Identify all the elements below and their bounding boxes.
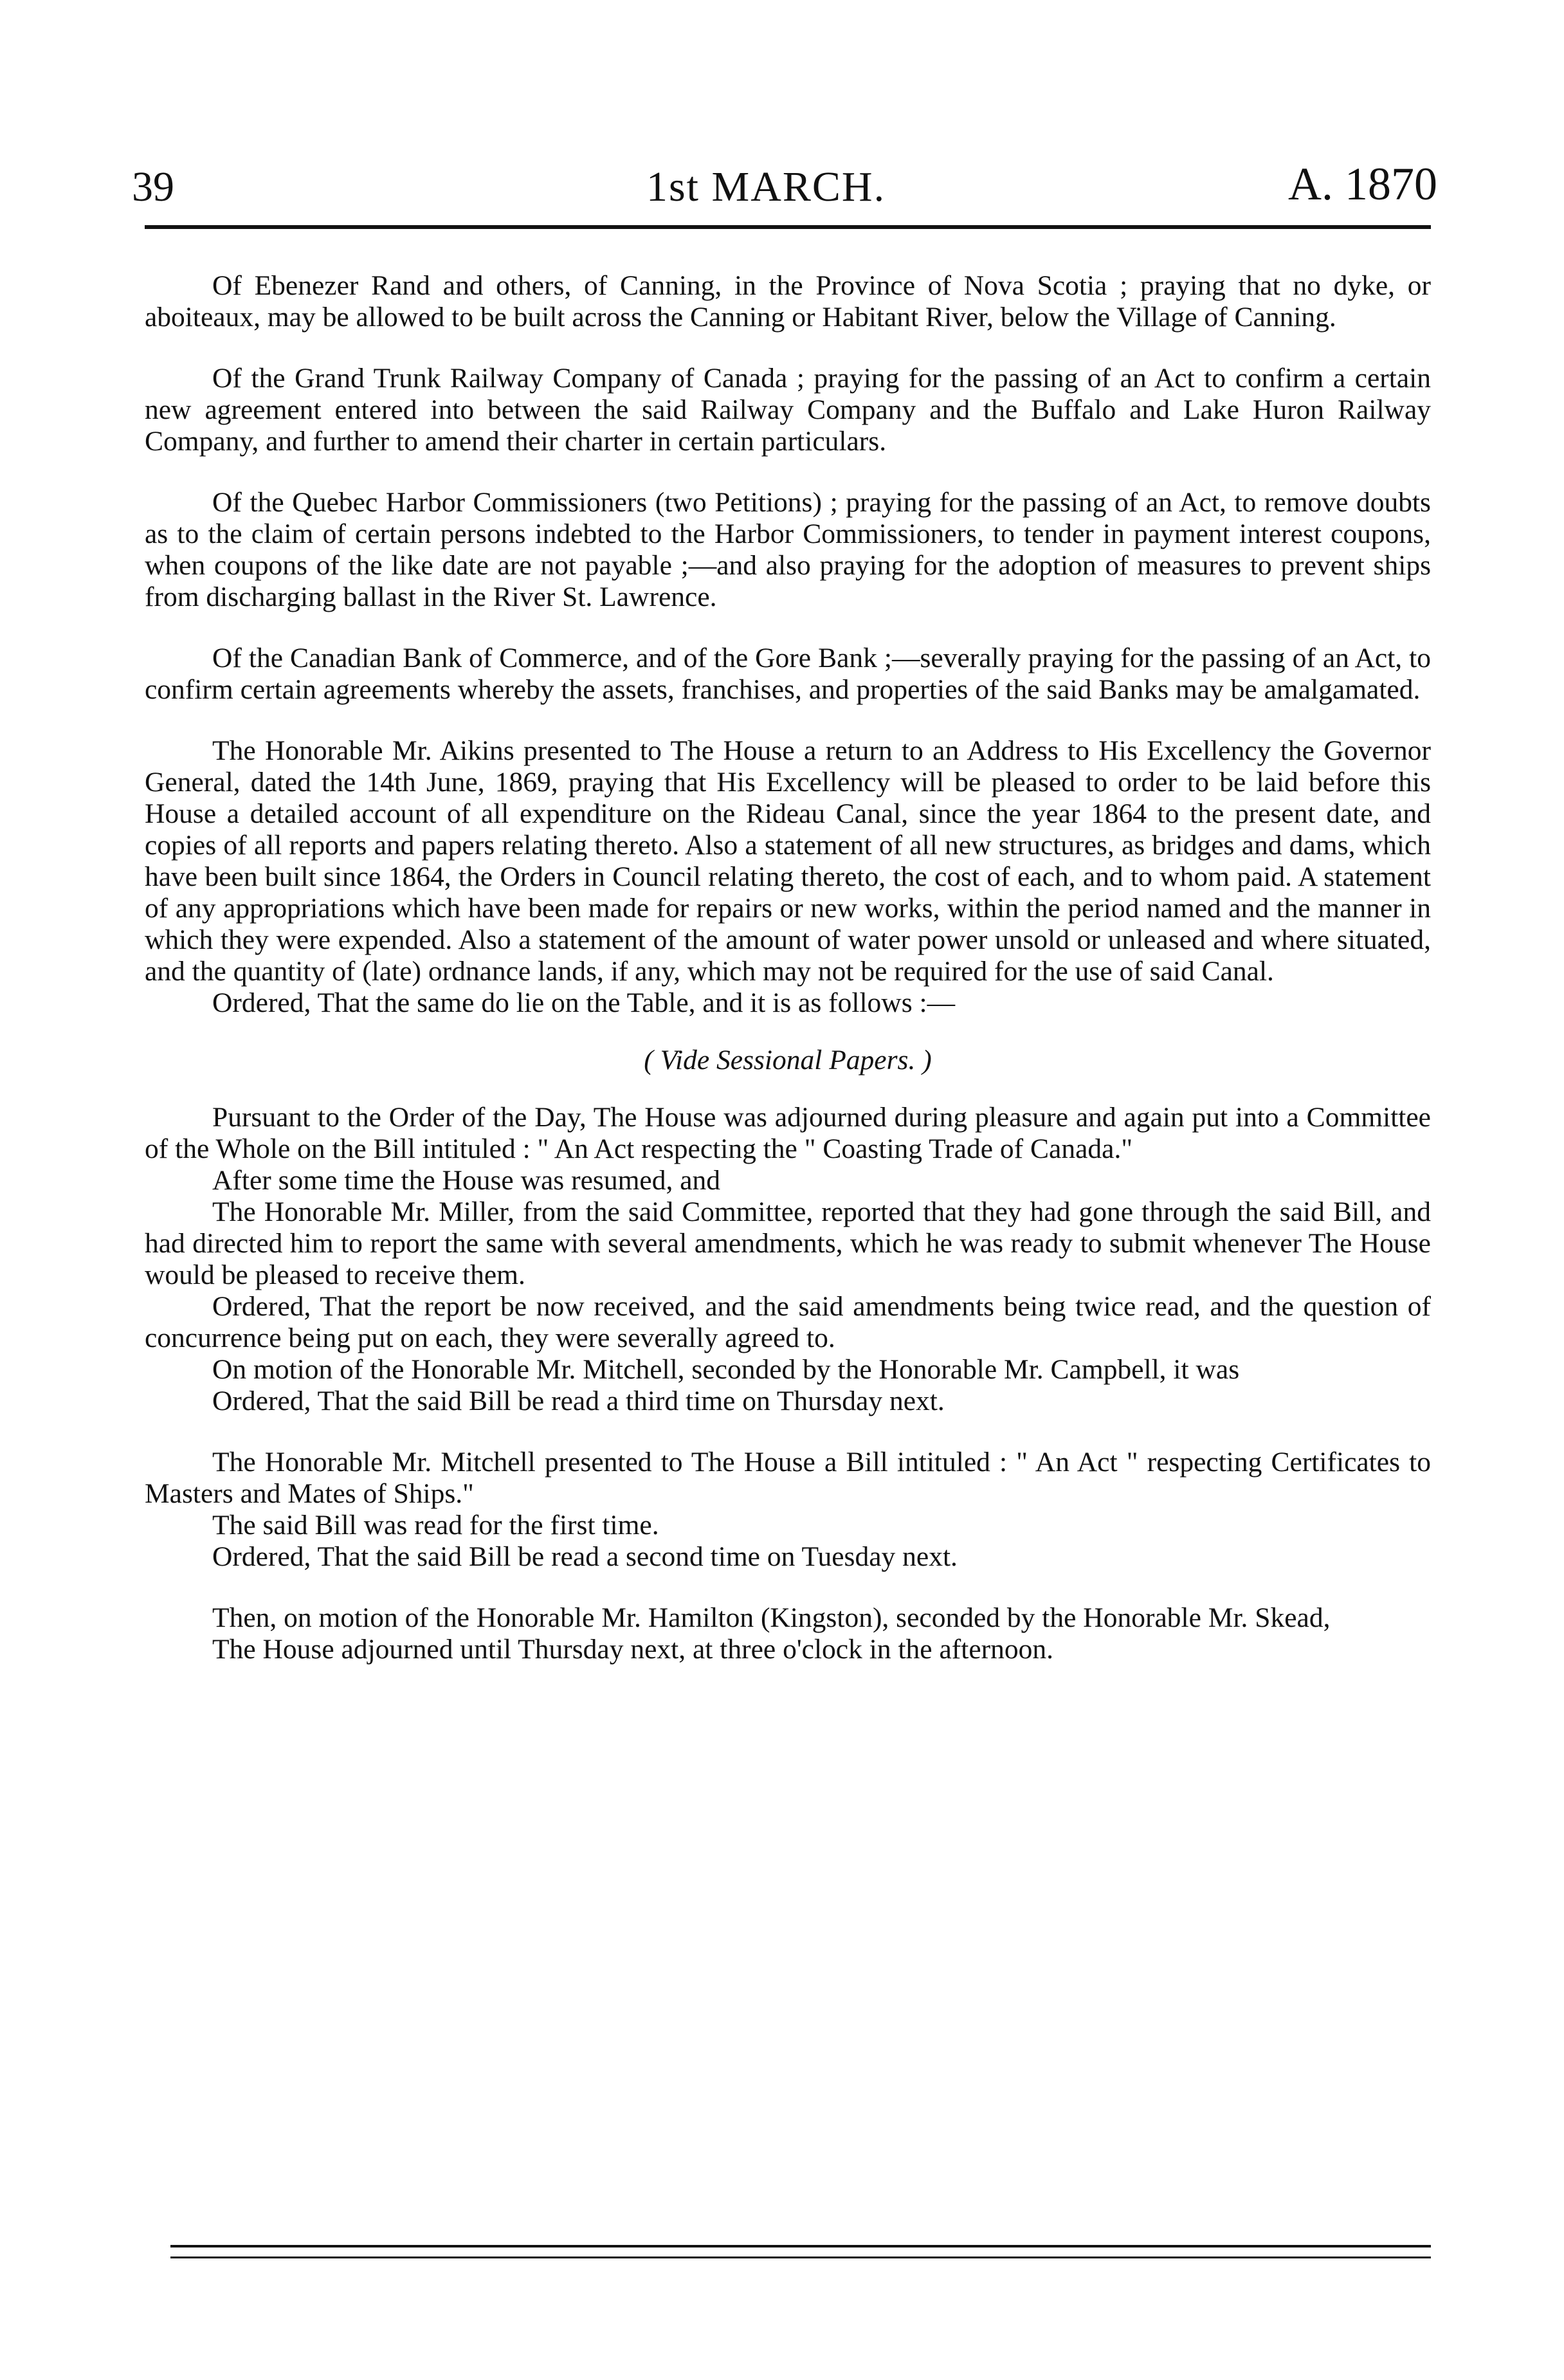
- footer-rule: [170, 2245, 1431, 2247]
- order-third-reading: Ordered, That the said Bill be read a third time on Thursday next.: [212, 1386, 945, 1416]
- petition-grand-trunk: Of the Grand Trunk Railway Company of Canada ; praying for the passing of an Act to confirm a certain new agreement entered into between the said Railway Company and the Buffalo and Lake Huron Railway Company, and further to amend their charter in certain particulars.: [145, 363, 1431, 457]
- house-resumed: After some time the House was resumed, and: [212, 1165, 721, 1196]
- petition-quebec-harbor: Of the Quebec Harbor Commissioners (two Petitions) ; praying for the passing of an Act, to remove doubts as to the claim of certain persons indebted to the Harbor Commissioners, to tender in payment interest coupons, when coupons of the like date are not payable ;—and also praying for the adoption of measures to prevent ships from discharging ballast in the River St. Lawrence.: [145, 487, 1431, 612]
- page-year: A. 1870: [1288, 158, 1437, 210]
- motion-mitchell: On motion of the Honorable Mr. Mitchell, seconded by the Honorable Mr. Campbell, it was: [212, 1354, 1240, 1385]
- house-adjourned: The House adjourned until Thursday next, at three o'clock in the afternoon.: [212, 1634, 1054, 1665]
- motion-adjourn: Then, on motion of the Honorable Mr. Hamilton (Kingston), seconded by the Honorable Mr. Skead,: [212, 1602, 1331, 1633]
- return-rideau-canal: The Honorable Mr. Aikins presented to The House a return to an Address to His Excellency the Governor General, dated the 14th June, 1869, praying that His Excellency will be pleased to order to be laid before this House a detailed account of all expenditure on the Rideau Canal, since the year 1864 to the present date, and copies of all reports and papers relating thereto. Also a statement of all new structures, as bridges and dams, which have been built since 1864, the Orders in Council relating thereto, the cost of each, and to whom paid. A statement of any appropriations which have been made for repairs or new works, within the period named and the manner in which they were expended. Also a statement of the amount of water power unsold or unleased and where situated, and the quantity of (late) ordnance lands, if any, which may not be required for the use of said Canal.: [145, 735, 1431, 987]
- footer-rule-second: [170, 2256, 1431, 2258]
- page-date: 1st MARCH.: [646, 163, 886, 210]
- petition-banks: Of the Canadian Bank of Commerce, and of the Gore Bank ;—severally praying for the passing of an Act, to confirm certain agreements whereby the assets, franchises, and properties of the said Banks may be amalgamated.: [145, 643, 1431, 705]
- vide-sessional-papers: ( Vide Sessional Papers. ): [644, 1045, 932, 1076]
- petition-rand: Of Ebenezer Rand and others, of Canning, in the Province of Nova Scotia ; praying that no dyke, or aboiteaux, may be allowed to be built across the Canning or Habitant River, below the Village of Canning.: [145, 270, 1431, 333]
- page-number: 39: [132, 163, 174, 210]
- order-lie-on-table: Ordered, That the same do lie on the Table, and it is as follows :—: [212, 987, 956, 1018]
- header-rule: [145, 225, 1431, 229]
- order-report-received: Ordered, That the report be now received, and the said amendments being twice read, and the question of concurrence being put on each, they were severally agreed to.: [145, 1291, 1431, 1353]
- order-second-reading: Ordered, That the said Bill be read a second time on Tuesday next.: [212, 1541, 958, 1572]
- committee-coasting-trade: Pursuant to the Order of the Day, The House was adjourned during pleasure and again put into a Committee of the Whole on the Bill intituled : " An Act respecting the " Coasting Trade of Canada.": [145, 1102, 1431, 1164]
- report-miller: The Honorable Mr. Miller, from the said Committee, reported that they had gone through the said Bill, and had directed him to report the same with several amendments, which he was ready to submit whenever The House would be pleased to receive them.: [145, 1196, 1431, 1290]
- bill-certificates: The Honorable Mr. Mitchell presented to The House a Bill intituled : " An Act " respecting Certificates to Masters and Mates of Ships.": [145, 1447, 1431, 1509]
- page-header: [132, 158, 1450, 215]
- journal-body: [145, 270, 1431, 1665]
- first-reading: The said Bill was read for the first time.: [212, 1510, 659, 1541]
